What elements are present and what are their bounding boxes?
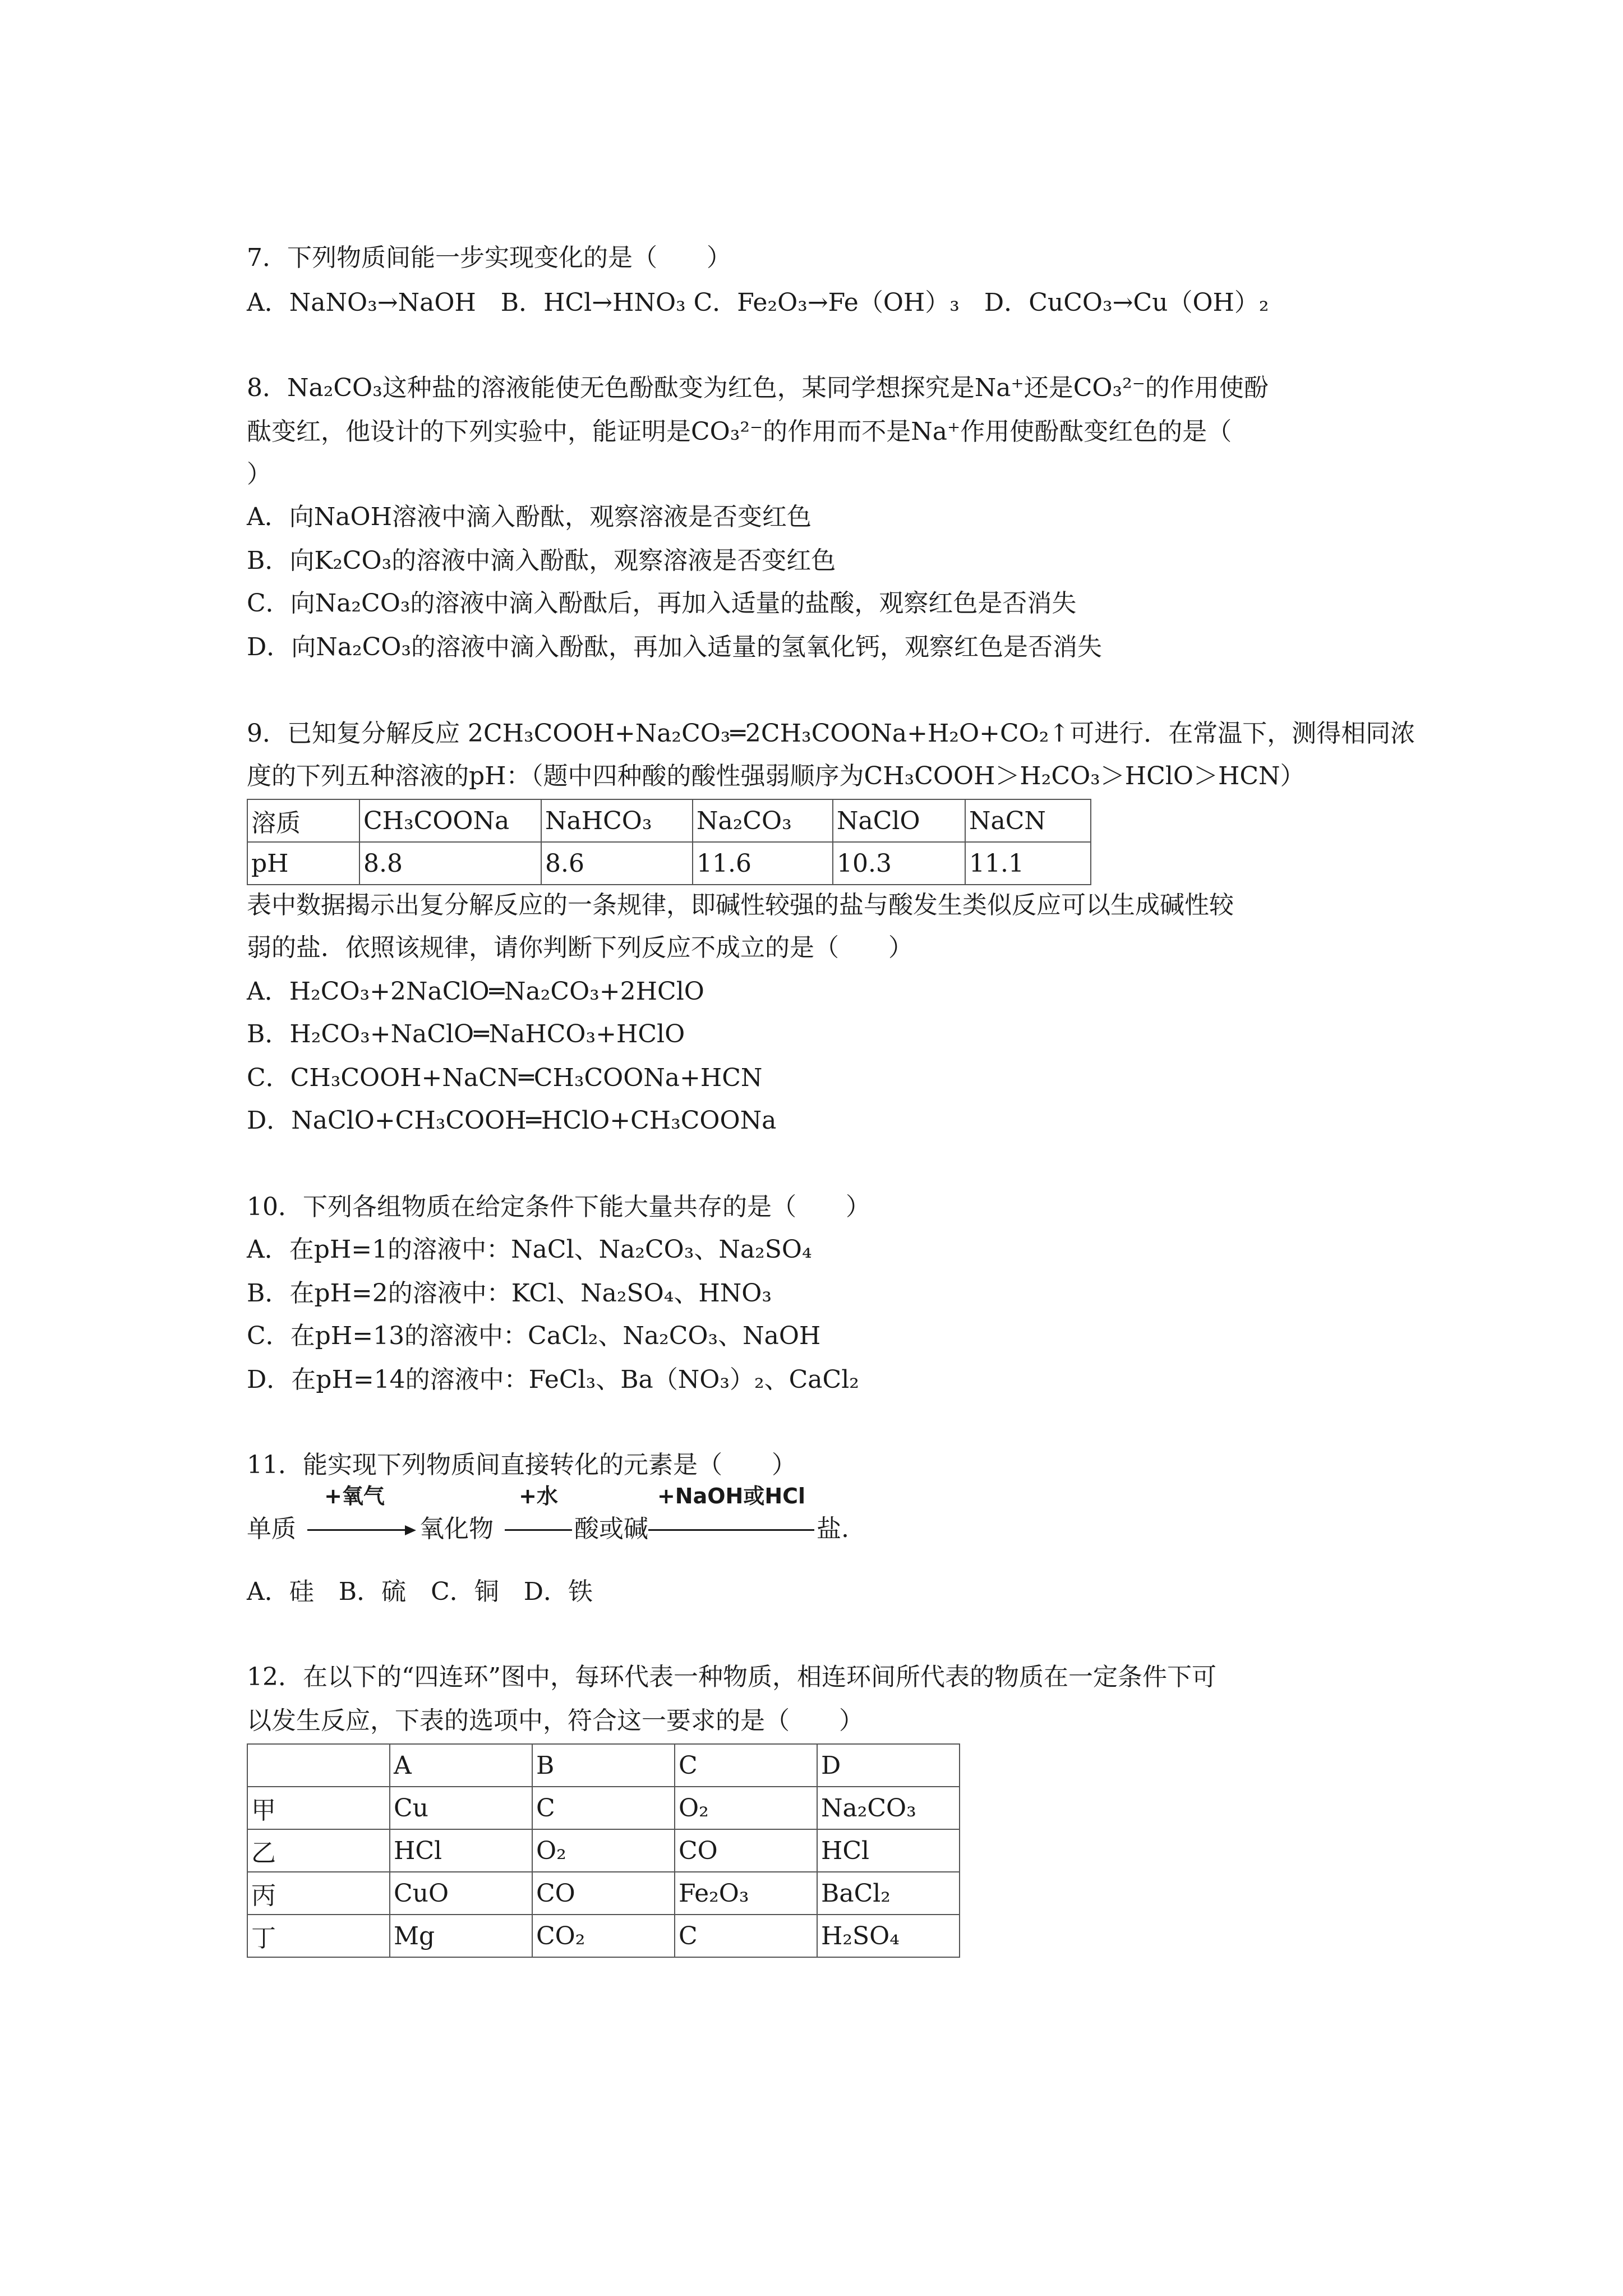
table-header-cell: A xyxy=(390,1744,532,1787)
q10-option-a: A．在pH=1的溶液中：NaCl、Na₂CO₃、Na₂SO₄ xyxy=(247,1235,812,1264)
q9-option-d: D．NaClO+CH₃COOH═HClO+CH₃COONa xyxy=(247,1106,777,1135)
q8-option-c: C．向Na₂CO₃的溶液中滴入酚酞后，再加入适量的盐酸，观察红色是否消失 xyxy=(247,589,1077,618)
q9-stem-line2: 度的下列五种溶液的pH：（题中四种酸的酸性强弱顺序为CH₃COOH＞H₂CO₃＞HClO＞HCN） xyxy=(247,762,1305,790)
q8-option-d: D．向Na₂CO₃的溶液中滴入酚酞，再加入适量的氢氧化钙，观察红色是否消失 xyxy=(247,633,1103,661)
chain-condition-3: +NaOH或HCl xyxy=(657,1484,806,1508)
q7-options: A．NaNO₃→NaOH B．HCl→HNO₃ C．Fe₂O₃→Fe（OH）₃ D．CuCO₃→Cu（OH）₂ xyxy=(247,288,1269,317)
ph-table xyxy=(247,799,1091,885)
table-header-cell xyxy=(247,1744,390,1787)
q9-option-b: B．H₂CO₃+NaClO═NaHCO₃+HClO xyxy=(247,1020,685,1048)
q9-option-a: A．H₂CO₃+2NaClO═Na₂CO₃+2HClO xyxy=(247,977,704,1006)
q10-option-d: D．在pH=14的溶液中：FeCl₃、Ba（NO₃）₂、CaCl₂ xyxy=(247,1365,859,1394)
q9-after-line2: 弱的盐．依照该规律，请你判断下列反应不成立的是（ ） xyxy=(247,933,913,962)
table-cell: CO xyxy=(532,1872,675,1915)
table-cell: NaClO xyxy=(833,799,965,842)
table-cell: Fe₂O₃ xyxy=(675,1872,817,1915)
table-cell: H₂SO₄ xyxy=(817,1915,960,1957)
q7-stem: 7．下列物质间能一步实现变化的是（ ） xyxy=(247,243,731,272)
q8-stem-line3: ） xyxy=(247,460,271,489)
table-cell: 丁 xyxy=(247,1915,390,1957)
table-cell: 11.6 xyxy=(693,842,833,885)
table-row xyxy=(247,1829,960,1872)
chain-condition-2: +水 xyxy=(519,1484,558,1508)
table-row xyxy=(247,1872,960,1915)
q11-options: A．硅 B．硫 C．铜 D．铁 xyxy=(247,1577,593,1606)
table-cell: 8.6 xyxy=(541,842,693,885)
table-cell: BaCl₂ xyxy=(817,1872,960,1915)
arrow-2 xyxy=(505,1529,572,1531)
table-row xyxy=(247,842,1091,885)
table-cell: Na₂CO₃ xyxy=(693,799,833,842)
table-cell: CO₂ xyxy=(532,1915,675,1957)
table-cell: 8.8 xyxy=(359,842,541,885)
chain-substance-4: 盐. xyxy=(817,1515,849,1543)
q9-option-c: C．CH₃COOH+NaCN═CH₃COONa+HCN xyxy=(247,1064,763,1092)
q11-stem: 11．能实现下列物质间直接转化的元素是（ ） xyxy=(247,1451,796,1479)
table-cell: 10.3 xyxy=(833,842,965,885)
table-cell: C xyxy=(675,1915,817,1957)
table-cell: 11.1 xyxy=(965,842,1091,885)
table-cell: NaHCO₃ xyxy=(541,799,693,842)
table-cell: O₂ xyxy=(675,1787,817,1829)
arrow-3 xyxy=(648,1529,814,1531)
table-header-cell: D xyxy=(817,1744,960,1787)
q10-stem: 10．下列各组物质在给定条件下能大量共存的是（ ） xyxy=(247,1193,870,1221)
table-cell: CuO xyxy=(390,1872,532,1915)
chain-substance-3: 酸或碱 xyxy=(574,1515,648,1543)
table-cell: O₂ xyxy=(532,1829,675,1872)
q8-stem-line2: 酞变红，他设计的下列实验中，能证明是CO₃²⁻的作用而不是Na⁺作用使酚酞变红色的是（ xyxy=(247,417,1232,446)
table-cell: 溶质 xyxy=(247,799,359,842)
q8-option-a: A．向NaOH溶液中滴入酚酞，观察溶液是否变红色 xyxy=(247,503,811,531)
chain-condition-1: +氧气 xyxy=(324,1484,385,1508)
q9-after-line1: 表中数据揭示出复分解反应的一条规律，即碱性较强的盐与酸发生类似反应可以生成碱性较 xyxy=(247,891,1234,919)
q8-option-b: B．向K₂CO₃的溶液中滴入酚酞，观察溶液是否变红色 xyxy=(247,546,836,575)
table-cell: C xyxy=(532,1787,675,1829)
table-cell: Mg xyxy=(390,1915,532,1957)
table-cell: Na₂CO₃ xyxy=(817,1787,960,1829)
table-row xyxy=(247,799,1091,842)
q8-stem-line1: 8．Na₂CO₃这种盐的溶液能使无色酚酞变为红色，某同学想探究是Na⁺还是CO₃²⁻的作用使酚 xyxy=(247,374,1269,402)
arrowhead-icon xyxy=(405,1525,416,1535)
arrow-1 xyxy=(307,1529,407,1531)
q9-stem-line1: 9．已知复分解反应 2CH₃COOH+Na₂CO₃═2CH₃COONa+H₂O+CO₂↑可进行．在常温下，测得相同浓 xyxy=(247,719,1415,748)
four-ring-table xyxy=(247,1743,960,1958)
table-cell: 甲 xyxy=(247,1787,390,1829)
table-cell: pH xyxy=(247,842,359,885)
chain-substance-1: 单质 xyxy=(247,1515,296,1543)
table-cell: NaCN xyxy=(965,799,1091,842)
table-cell: Cu xyxy=(390,1787,532,1829)
table-cell: 乙 xyxy=(247,1829,390,1872)
q10-option-b: B．在pH=2的溶液中：KCl、Na₂SO₄、HNO₃ xyxy=(247,1279,772,1308)
table-header-row xyxy=(247,1744,960,1787)
chain-substance-2: 氧化物 xyxy=(419,1515,494,1543)
table-cell: CO xyxy=(675,1829,817,1872)
q12-stem-line1: 12．在以下的“四连环”图中，每环代表一种物质，相连环间所代表的物质在一定条件下可 xyxy=(247,1663,1216,1691)
table-cell: HCl xyxy=(390,1829,532,1872)
table-cell: CH₃COONa xyxy=(359,799,541,842)
table-cell: HCl xyxy=(817,1829,960,1872)
q10-option-c: C．在pH=13的溶液中：CaCl₂、Na₂CO₃、NaOH xyxy=(247,1322,821,1350)
table-header-cell: C xyxy=(675,1744,817,1787)
table-cell: 丙 xyxy=(247,1872,390,1915)
table-row xyxy=(247,1787,960,1829)
table-header-cell: B xyxy=(532,1744,675,1787)
table-row xyxy=(247,1915,960,1957)
q12-stem-line2: 以发生反应，下表的选项中，符合这一要求的是（ ） xyxy=(247,1706,864,1735)
